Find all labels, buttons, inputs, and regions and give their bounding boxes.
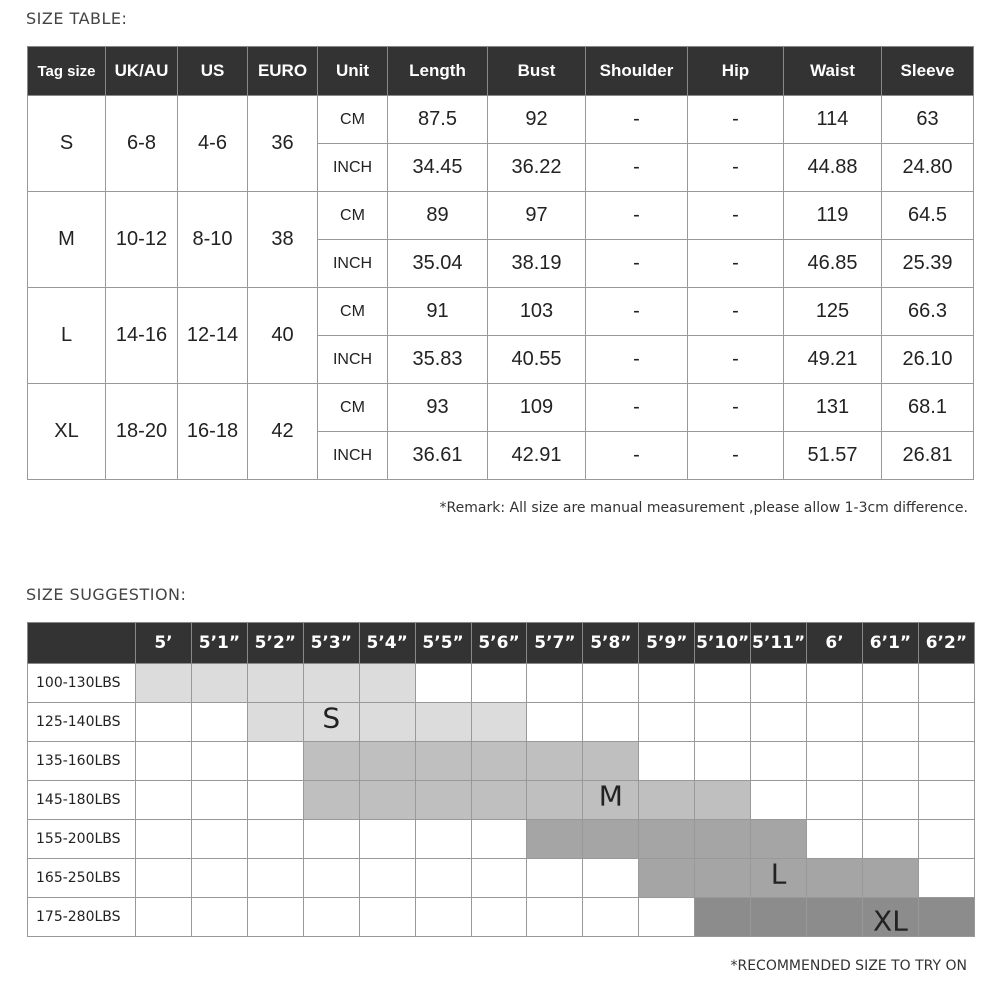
height-header: 6’2” — [918, 623, 974, 664]
grid-cell-empty — [918, 781, 974, 820]
grid-cell-empty — [583, 859, 639, 898]
size-suggestion-title: SIZE SUGGESTION: — [26, 585, 187, 604]
weight-row — [28, 820, 975, 859]
uk-au-cell: 14-16 — [106, 288, 178, 384]
grid-cell-empty — [918, 703, 974, 742]
height-header: 5’7” — [527, 623, 583, 664]
grid-cell-empty — [247, 781, 303, 820]
grid-cell-empty — [527, 859, 583, 898]
uk-au-cell: 6-8 — [106, 96, 178, 192]
grid-cell-xl — [751, 898, 807, 937]
grid-cell-empty — [303, 820, 359, 859]
grid-cell-empty — [862, 664, 918, 703]
grid-cell-m — [359, 742, 415, 781]
unit-cell: INCH — [318, 240, 388, 288]
weight-label: 155-200LBS — [28, 820, 136, 859]
grid-cell-empty — [918, 664, 974, 703]
grid-cell-empty — [807, 820, 863, 859]
suggestion-header-row — [28, 623, 975, 664]
header-sleeve: Sleeve — [882, 47, 974, 96]
grid-cell-empty — [862, 703, 918, 742]
hip-cell: - — [688, 144, 784, 192]
size-table-header-row — [28, 47, 974, 96]
length-cell: 87.5 — [388, 96, 488, 144]
height-header: 6’ — [807, 623, 863, 664]
grid-cell-m — [695, 781, 751, 820]
grid-cell-xl — [807, 898, 863, 937]
grid-cell-empty — [359, 859, 415, 898]
header-euro: EURO — [248, 47, 318, 96]
grid-cell-empty — [695, 664, 751, 703]
grid-cell-s — [136, 664, 192, 703]
size-row-l-cm — [28, 288, 974, 336]
length-cell: 89 — [388, 192, 488, 240]
bust-cell: 42.91 — [488, 432, 586, 480]
grid-cell-empty — [191, 742, 247, 781]
sleeve-cell: 24.80 — [882, 144, 974, 192]
euro-cell: 36 — [248, 96, 318, 192]
sleeve-cell: 63 — [882, 96, 974, 144]
size-table-body — [28, 96, 974, 480]
waist-cell: 114 — [784, 96, 882, 144]
zone-label-m: M — [598, 779, 623, 813]
hip-cell: - — [688, 384, 784, 432]
grid-cell-empty — [303, 859, 359, 898]
length-cell: 35.83 — [388, 336, 488, 384]
header-bust: Bust — [488, 47, 586, 96]
size-row-xl-cm — [28, 384, 974, 432]
unit-cell: INCH — [318, 336, 388, 384]
grid-cell-empty — [918, 742, 974, 781]
grid-cell-empty — [191, 898, 247, 937]
hip-cell: - — [688, 288, 784, 336]
suggestion-body — [28, 664, 975, 937]
size-table-title: SIZE TABLE: — [26, 9, 128, 28]
grid-cell-l — [639, 859, 695, 898]
waist-cell: 125 — [784, 288, 882, 336]
grid-cell-m — [359, 781, 415, 820]
grid-cell-l — [639, 820, 695, 859]
grid-cell-s — [247, 664, 303, 703]
length-cell: 36.61 — [388, 432, 488, 480]
waist-cell: 51.57 — [784, 432, 882, 480]
weight-row — [28, 703, 975, 742]
shoulder-cell: - — [586, 336, 688, 384]
size-row-s-cm — [28, 96, 974, 144]
grid-cell-empty — [527, 703, 583, 742]
hip-cell: - — [688, 432, 784, 480]
grid-cell-empty — [918, 859, 974, 898]
grid-cell-empty — [639, 703, 695, 742]
grid-cell-l — [695, 820, 751, 859]
height-header: 5’ — [136, 623, 192, 664]
uk-au-cell: 10-12 — [106, 192, 178, 288]
grid-cell-empty — [695, 703, 751, 742]
shoulder-cell: - — [586, 432, 688, 480]
grid-cell-empty — [415, 664, 471, 703]
header-tag-size: Tag size — [28, 47, 106, 96]
suggestion-footnote: *RECOMMENDED SIZE TO TRY ON — [730, 958, 967, 974]
length-cell: 91 — [388, 288, 488, 336]
size-tag-cell: XL — [28, 384, 106, 480]
bust-cell: 92 — [488, 96, 586, 144]
grid-cell-empty — [471, 820, 527, 859]
grid-cell-s — [471, 703, 527, 742]
size-tag-cell: M — [28, 192, 106, 288]
grid-cell-empty — [136, 859, 192, 898]
weight-label: 145-180LBS — [28, 781, 136, 820]
weight-label: 135-160LBS — [28, 742, 136, 781]
shoulder-cell: - — [586, 384, 688, 432]
grid-cell-empty — [471, 664, 527, 703]
grid-cell-empty — [415, 898, 471, 937]
grid-cell-empty — [191, 703, 247, 742]
header-uk-au: UK/AU — [106, 47, 178, 96]
grid-cell-s — [303, 664, 359, 703]
size-tag-cell: S — [28, 96, 106, 192]
shoulder-cell: - — [586, 144, 688, 192]
grid-cell-m — [639, 781, 695, 820]
height-header: 5’1” — [191, 623, 247, 664]
sleeve-cell: 66.3 — [882, 288, 974, 336]
grid-cell-m — [583, 742, 639, 781]
grid-cell-l — [807, 859, 863, 898]
grid-cell-m — [527, 781, 583, 820]
grid-cell-empty — [862, 820, 918, 859]
grid-cell-l — [862, 859, 918, 898]
grid-cell-empty — [247, 859, 303, 898]
grid-cell-empty — [359, 820, 415, 859]
shoulder-cell: - — [586, 240, 688, 288]
unit-cell: CM — [318, 192, 388, 240]
shoulder-cell: - — [586, 288, 688, 336]
uk-au-cell: 18-20 — [106, 384, 178, 480]
unit-cell: CM — [318, 384, 388, 432]
grid-cell-empty — [359, 898, 415, 937]
grid-cell-s — [191, 664, 247, 703]
zone-label-s: S — [322, 701, 341, 735]
sleeve-cell: 64.5 — [882, 192, 974, 240]
grid-cell-m — [415, 781, 471, 820]
grid-cell-empty — [247, 820, 303, 859]
height-header: 5’9” — [639, 623, 695, 664]
grid-cell-empty — [415, 820, 471, 859]
zone-label-l: L — [770, 857, 787, 891]
grid-cell-empty — [415, 859, 471, 898]
us-cell: 4-6 — [178, 96, 248, 192]
hip-cell: - — [688, 240, 784, 288]
sleeve-cell: 26.10 — [882, 336, 974, 384]
height-header: 6’1” — [862, 623, 918, 664]
weight-label: 125-140LBS — [28, 703, 136, 742]
weight-label: 175-280LBS — [28, 898, 136, 937]
height-header: 5’2” — [247, 623, 303, 664]
height-header: 5’3” — [303, 623, 359, 664]
length-cell: 93 — [388, 384, 488, 432]
waist-cell: 119 — [784, 192, 882, 240]
grid-cell-empty — [751, 781, 807, 820]
weight-label: 165-250LBS — [28, 859, 136, 898]
grid-cell-empty — [247, 742, 303, 781]
grid-cell-l — [527, 820, 583, 859]
header-length: Length — [388, 47, 488, 96]
weight-label: 100-130LBS — [28, 664, 136, 703]
height-header: 5’5” — [415, 623, 471, 664]
grid-cell-empty — [527, 898, 583, 937]
waist-cell: 44.88 — [784, 144, 882, 192]
grid-cell-empty — [695, 742, 751, 781]
grid-cell-s — [359, 664, 415, 703]
grid-cell-s — [359, 703, 415, 742]
grid-cell-empty — [751, 703, 807, 742]
bust-cell: 40.55 — [488, 336, 586, 384]
grid-cell-empty — [247, 898, 303, 937]
grid-cell-m — [471, 742, 527, 781]
hip-cell: - — [688, 96, 784, 144]
us-cell: 8-10 — [178, 192, 248, 288]
waist-cell: 131 — [784, 384, 882, 432]
grid-cell-m — [303, 742, 359, 781]
unit-cell: CM — [318, 96, 388, 144]
grid-cell-s — [247, 703, 303, 742]
shoulder-cell: - — [586, 192, 688, 240]
weight-row — [28, 664, 975, 703]
header-us: US — [178, 47, 248, 96]
header-waist: Waist — [784, 47, 882, 96]
weight-row — [28, 898, 975, 937]
grid-cell-empty — [639, 742, 695, 781]
size-table-remark: *Remark: All size are manual measurement ,please allow 1-3cm difference. — [439, 500, 968, 516]
grid-cell-l — [583, 820, 639, 859]
us-cell: 16-18 — [178, 384, 248, 480]
grid-cell-empty — [862, 781, 918, 820]
waist-cell: 46.85 — [784, 240, 882, 288]
grid-cell-empty — [527, 664, 583, 703]
grid-cell-empty — [191, 859, 247, 898]
size-table — [27, 46, 974, 480]
height-header: 5’11” — [751, 623, 807, 664]
grid-cell-empty — [862, 742, 918, 781]
height-header: 5’6” — [471, 623, 527, 664]
size-tag-cell: L — [28, 288, 106, 384]
grid-cell-empty — [639, 664, 695, 703]
euro-cell: 40 — [248, 288, 318, 384]
length-cell: 35.04 — [388, 240, 488, 288]
grid-cell-empty — [136, 703, 192, 742]
grid-cell-empty — [583, 898, 639, 937]
grid-cell-m — [303, 781, 359, 820]
grid-cell-l — [695, 859, 751, 898]
grid-cell-empty — [471, 859, 527, 898]
grid-cell-empty — [136, 898, 192, 937]
grid-cell-empty — [807, 664, 863, 703]
bust-cell: 36.22 — [488, 144, 586, 192]
grid-cell-empty — [807, 781, 863, 820]
zone-label-xl: XL — [873, 904, 908, 938]
grid-cell-empty — [807, 742, 863, 781]
unit-cell: INCH — [318, 144, 388, 192]
us-cell: 12-14 — [178, 288, 248, 384]
grid-cell-empty — [583, 664, 639, 703]
size-row-m-cm — [28, 192, 974, 240]
size-suggestion-table — [27, 622, 975, 937]
grid-cell-xl — [918, 898, 974, 937]
weight-row — [28, 742, 975, 781]
header-hip: Hip — [688, 47, 784, 96]
grid-cell-l — [751, 820, 807, 859]
header-unit: Unit — [318, 47, 388, 96]
shoulder-cell: - — [586, 96, 688, 144]
grid-cell-empty — [136, 820, 192, 859]
height-header: 5’8” — [583, 623, 639, 664]
grid-cell-empty — [807, 703, 863, 742]
grid-cell-empty — [751, 664, 807, 703]
sleeve-cell: 68.1 — [882, 384, 974, 432]
hip-cell: - — [688, 336, 784, 384]
grid-cell-empty — [303, 898, 359, 937]
grid-cell-m — [471, 781, 527, 820]
height-header: 5’10” — [695, 623, 751, 664]
unit-cell: INCH — [318, 432, 388, 480]
bust-cell: 97 — [488, 192, 586, 240]
grid-cell-empty — [751, 742, 807, 781]
height-header: 5’4” — [359, 623, 415, 664]
suggestion-corner-cell — [28, 623, 136, 664]
grid-cell-empty — [471, 898, 527, 937]
grid-cell-empty — [639, 898, 695, 937]
grid-cell-empty — [136, 742, 192, 781]
euro-cell: 38 — [248, 192, 318, 288]
length-cell: 34.45 — [388, 144, 488, 192]
unit-cell: CM — [318, 288, 388, 336]
sleeve-cell: 26.81 — [882, 432, 974, 480]
grid-cell-m — [527, 742, 583, 781]
bust-cell: 38.19 — [488, 240, 586, 288]
waist-cell: 49.21 — [784, 336, 882, 384]
weight-row — [28, 781, 975, 820]
grid-cell-xl — [695, 898, 751, 937]
grid-cell-empty — [191, 820, 247, 859]
grid-cell-m — [415, 742, 471, 781]
grid-cell-empty — [918, 820, 974, 859]
euro-cell: 42 — [248, 384, 318, 480]
bust-cell: 103 — [488, 288, 586, 336]
grid-cell-empty — [583, 703, 639, 742]
hip-cell: - — [688, 192, 784, 240]
bust-cell: 109 — [488, 384, 586, 432]
sleeve-cell: 25.39 — [882, 240, 974, 288]
weight-row — [28, 859, 975, 898]
grid-cell-s — [415, 703, 471, 742]
header-shoulder: Shoulder — [586, 47, 688, 96]
grid-cell-empty — [191, 781, 247, 820]
grid-cell-empty — [136, 781, 192, 820]
